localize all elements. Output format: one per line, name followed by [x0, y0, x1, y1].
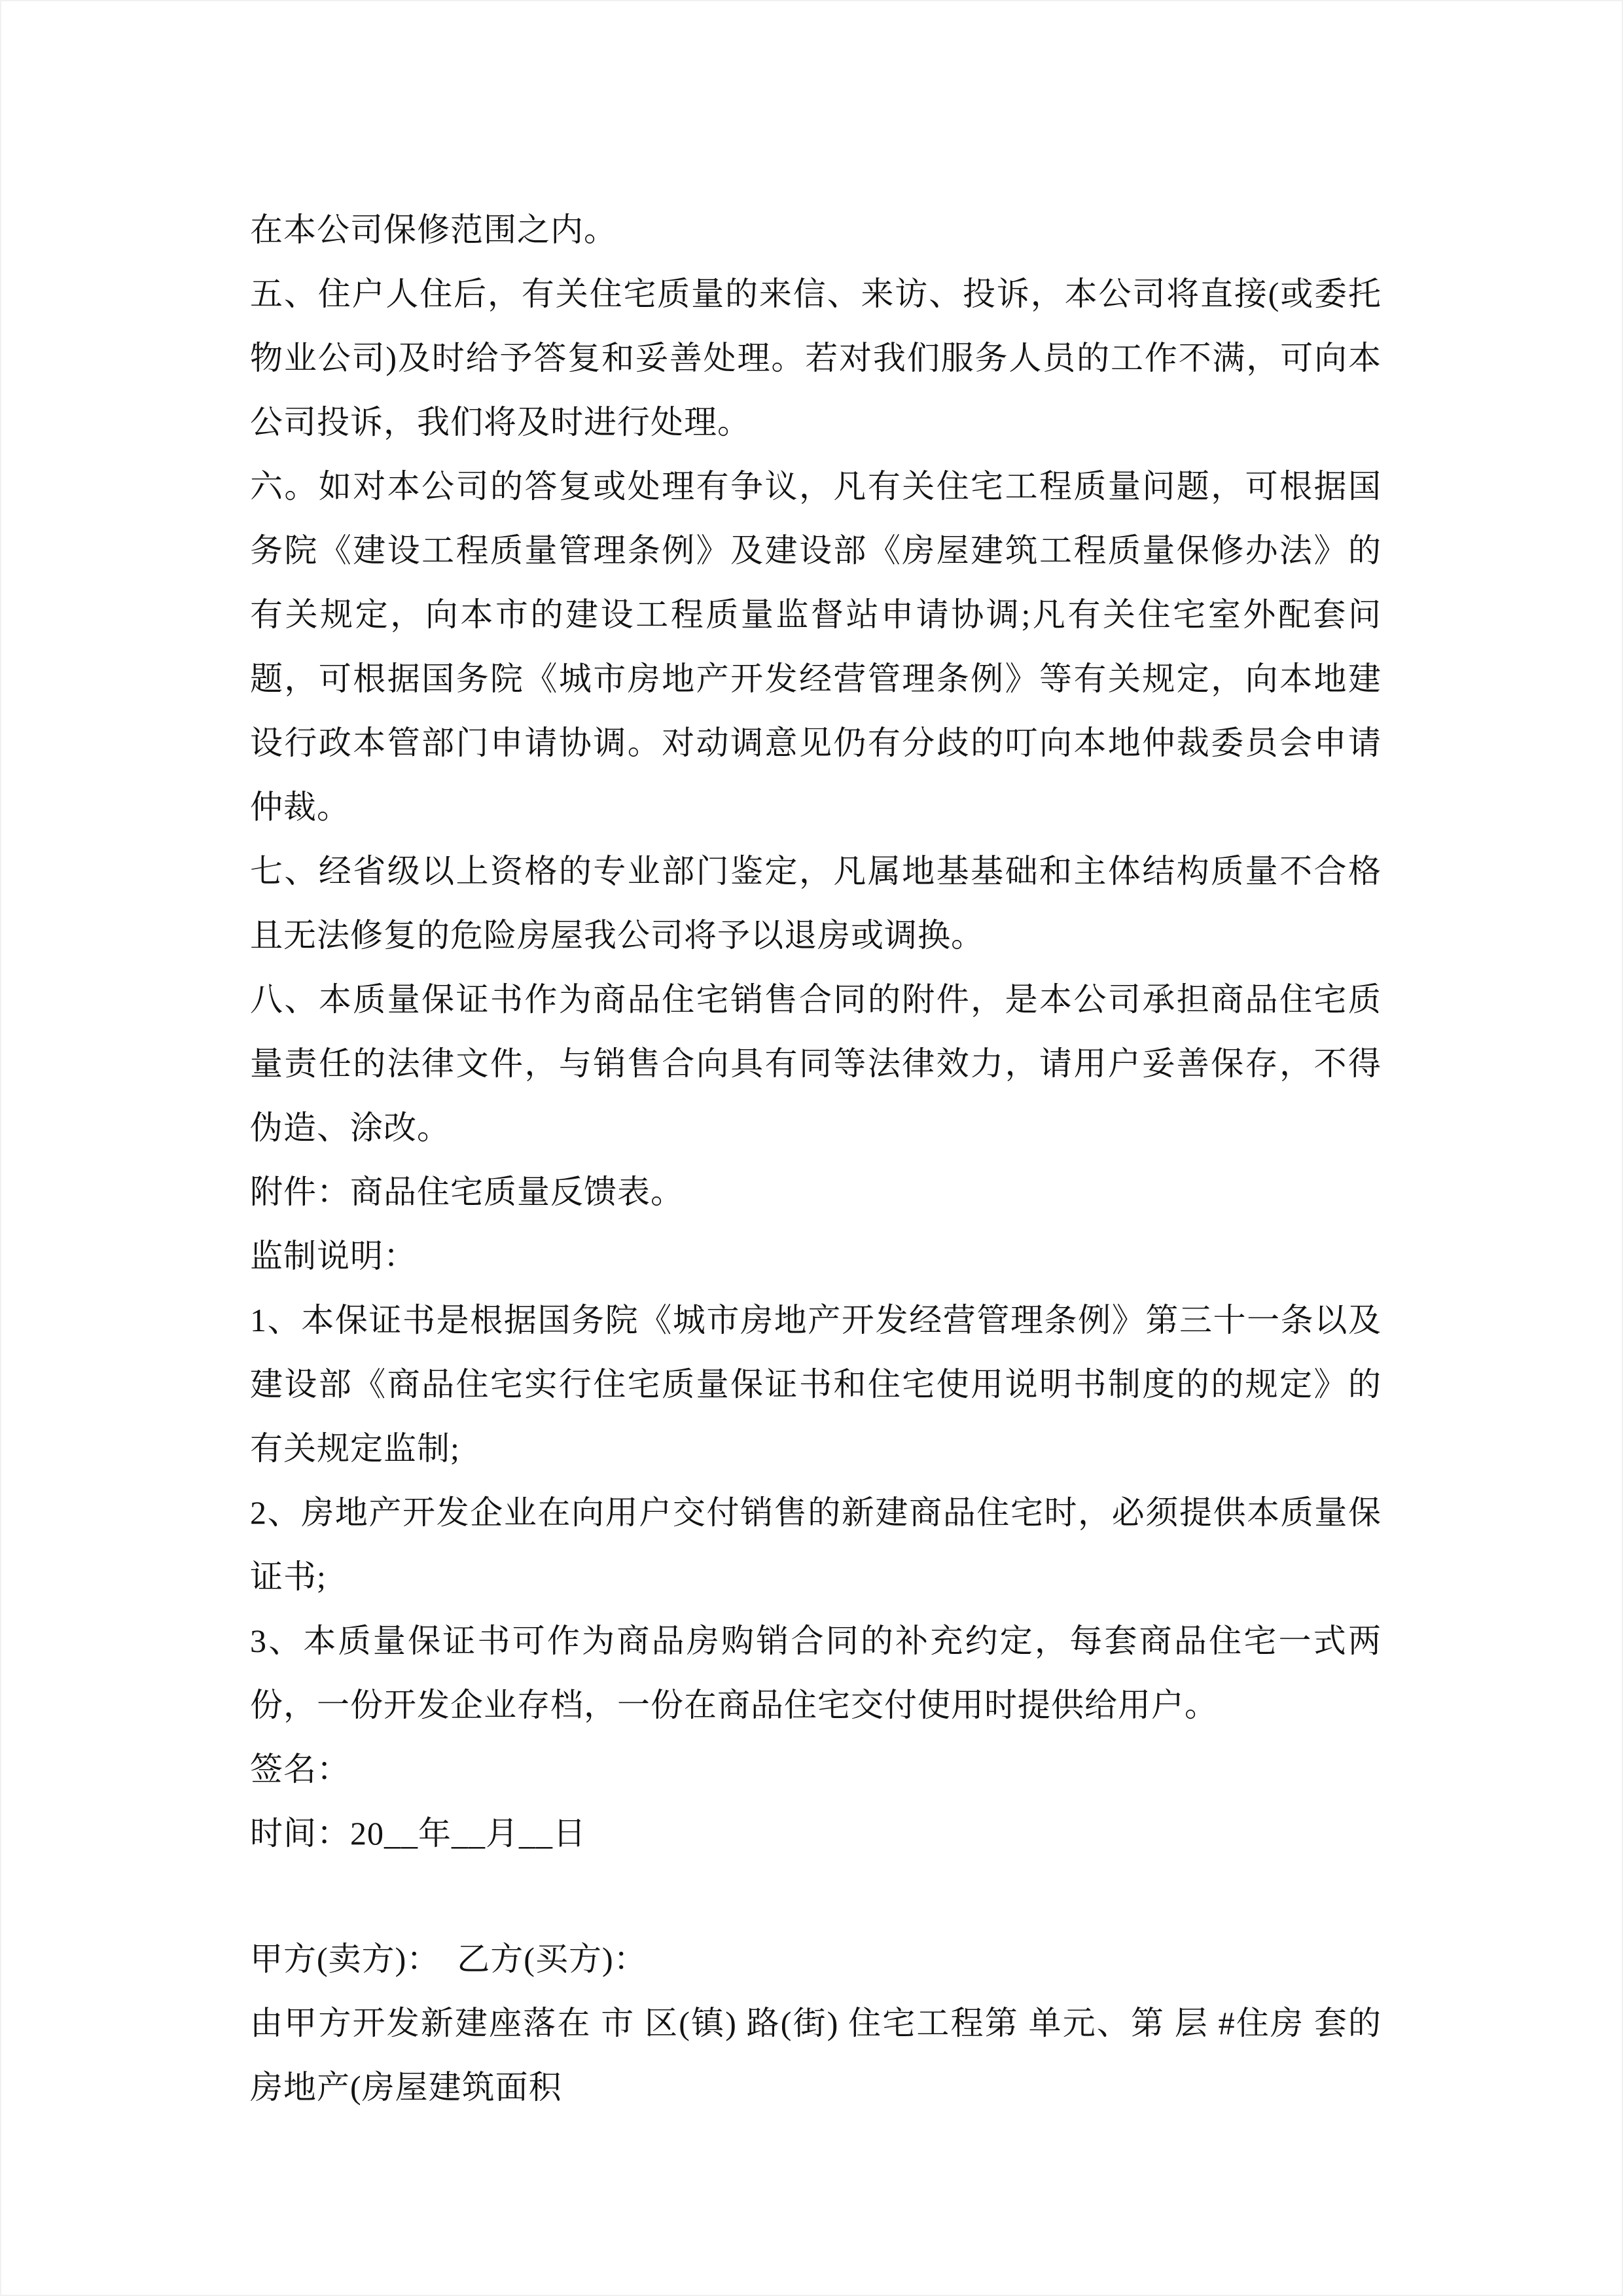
paragraph-date: 时间：20__年__月__日 — [250, 1815, 586, 1852]
paragraph-note-3: 3、本质量保证书可作为商品房购销合同的补充约定，每套商品住宅一式两份，一份开发企业存档，一份在商品住宅交付使用时提供给用户。 — [250, 1623, 1382, 1723]
paragraph-signature: 签名： — [250, 1751, 350, 1787]
paragraph-attachment: 附件：商品住宅质量反馈表。 — [250, 1174, 684, 1210]
paragraph-parties: 甲方(卖方)： 乙方(买方)： — [250, 1941, 647, 1977]
paragraph-item-5: 五、住户人住后，有关住宅质量的来信、来访、投诉，本公司将直接(或委托物业公司)及时给予答复和妥善处理。若对我们服务人员的工作不满，可向本公司投诉，我们将及时进行处理。 — [250, 276, 1382, 440]
paragraph-note-1: 1、本保证书是根据国务院《城市房地产开发经营管理条例》第三十一条以及建设部《商品住宅实行住宅质量保证书和住宅使用说明书制度的的规定》的有关规定监制; — [250, 1302, 1382, 1467]
paragraph-note-2: 2、房地产开发企业在向用户交付销售的新建商品住宅时，必须提供本质量保证书; — [250, 1494, 1382, 1595]
paragraph-continuation: 在本公司保修范围之内。 — [250, 211, 617, 248]
paragraph-supervision-heading: 监制说明： — [250, 1238, 417, 1274]
paragraph-item-7: 七、经省级以上资格的专业部门鉴定，凡属地基基础和主体结构质量不合格且无法修复的危险房屋我公司将予以退房或调换。 — [250, 853, 1382, 954]
paragraph-item-6: 六。如对本公司的答复或处理有争议，凡有关住宅工程质量问题，可根据国务院《建设工程质量管理条例》及建设部《房屋建筑工程质量保修办法》的有关规定，向本市的建设工程质量监督站申请协调;凡有关住宅室外配套问题，可根据国务院《城市房地产开发经营管理条例》等有关规定，向本地建设行政本管部门申请协调。对动调意见仍有分歧的叮向本地仲裁委员会申请仲裁。 — [250, 468, 1382, 825]
paragraph-property-description: 由甲方开发新建座落在 市 区(镇) 路(街) 住宅工程第 单元、第 层 #住房 套的房地产(房屋建筑面积 — [250, 2005, 1382, 2106]
paragraph-item-8: 八、本质量保证书作为商品住宅销售合同的附件，是本公司承担商品住宅质量责任的法律文件，与销售合向具有同等法律效力，请用户妥善保存，不得伪造、涂改。 — [250, 981, 1382, 1146]
